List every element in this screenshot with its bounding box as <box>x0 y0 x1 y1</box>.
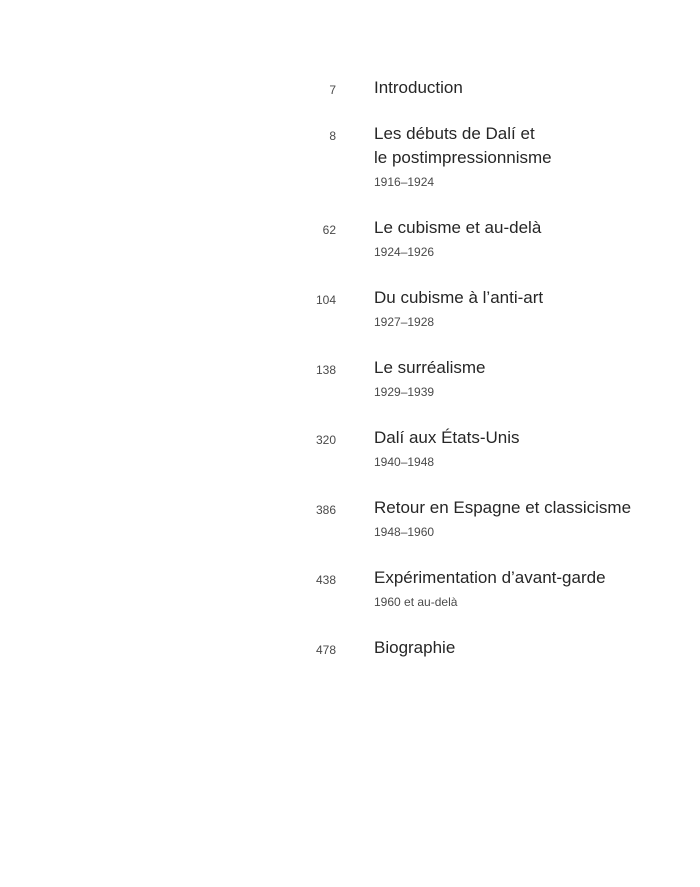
toc-dates: 1960 et au-delà <box>374 595 458 609</box>
toc-dates: 1916–1924 <box>374 175 435 189</box>
toc-title: Dalí aux États-Unis <box>374 428 520 447</box>
toc-page-number: 386 <box>315 503 336 517</box>
toc-page-number: 478 <box>315 643 336 657</box>
toc-page-number: 320 <box>315 433 336 447</box>
toc-title: Le cubisme et au-delà <box>374 218 542 237</box>
toc-page-number: 7 <box>329 83 336 97</box>
toc-title-line-2: le postimpressionnisme <box>374 148 552 167</box>
toc-title: Le surréalisme <box>374 358 486 377</box>
toc-title: Biographie <box>374 638 456 657</box>
toc-title: Retour en Espagne et classicisme <box>374 498 632 517</box>
toc-page-number: 438 <box>315 573 336 587</box>
toc-page-number: 62 <box>322 223 336 237</box>
toc-page-number: 138 <box>315 363 336 377</box>
toc-title: Expérimentation d’avant-garde <box>374 568 606 587</box>
toc-dates: 1929–1939 <box>374 385 435 399</box>
toc-dates: 1927–1928 <box>374 315 435 329</box>
toc-dates: 1948–1960 <box>374 525 435 539</box>
toc-dates: 1924–1926 <box>374 245 435 259</box>
toc-dates: 1940–1948 <box>374 455 435 469</box>
toc-title: Du cubisme à l’anti-art <box>374 288 544 307</box>
toc-title: Introduction <box>374 78 463 97</box>
toc-page-number: 104 <box>315 293 336 307</box>
toc-title-line-1: Les débuts de Dalí et <box>374 124 535 143</box>
toc-page-number: 8 <box>329 129 336 143</box>
